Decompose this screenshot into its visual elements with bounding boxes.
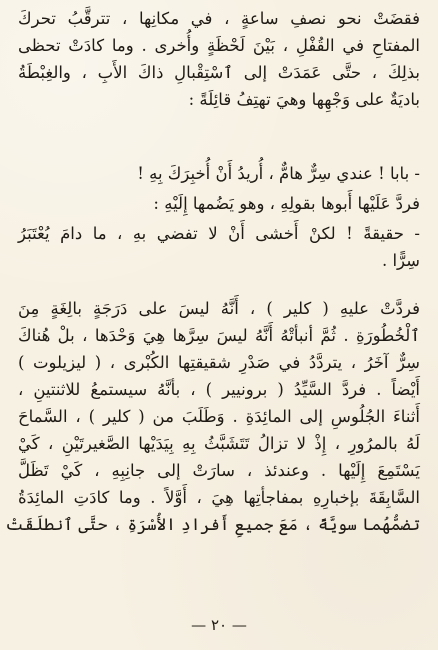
second-dialogue xyxy=(18,220,420,274)
dialogue-line: - بابا ! عندي سِرٌّ هامٌّ ، أُريدُ أَنْ أُخبِرَكَ بِهِ ! xyxy=(137,164,420,183)
paragraph-line: بذلِكَ ، حتَّى عَمَدَتْ إلى ٱسْتِقْبالِ ذاكَ الأَبِ ، والغِبْطَةُ xyxy=(18,63,420,82)
reply-narration xyxy=(18,190,420,217)
paragraph-line: فقضَتْ نحو نصفِ ساعةٍ ، في مكانِها ، تترقَّبُ تحركَ xyxy=(18,9,420,28)
paragraph-line: فردَّتْ عليهِ ( كلير ) ، أَنَّهُ ليسَ على دَرَجَةٍ بالِغَةٍ مِنَ xyxy=(18,299,420,318)
paragraph-line: السَّابِقَةَ بإخبارِهِ بمفاجأتِها هِيَ ، أَوَّلاً . وما كادَتِ المائِدَةُ xyxy=(18,488,420,507)
paragraph-line: أَثناءَ الجُلُوسِ إلى المائِدَةِ . وَطَلَبَ من ( كلير ) ، السَّماحَ xyxy=(18,407,420,426)
paragraph-line: لَهُ بالمرُورِ ، إِذْ لا تزالُ تَتَشَبَّثُ بِهِ بِيَدَيْها الصَّغيرتَيْنِ ، كَيْ xyxy=(18,434,420,453)
narration-line: فردَّ عَلَيْها أَبوها بقولِهِ ، وهو يَضُمها إِلَيْهِ : xyxy=(153,194,420,213)
paragraph-line: باديَةٌ على وَجْهِها وهيَ تهتِفُ قائِلَةً : xyxy=(188,90,420,109)
opening-paragraph xyxy=(18,5,420,113)
first-dialogue xyxy=(18,160,420,187)
main-paragraph xyxy=(5,295,420,538)
paragraph-line: يَسْتَمِعَ إِلَيْها . وعندئذ ، سارَتْ إلى جانِبِهِ ، كَيْ تَظَلَّ xyxy=(18,461,420,480)
dialogue-line: سِرًّا . xyxy=(381,251,420,270)
paragraph-line: سِرٌّ آخَرُ ، يتردَّدُ في صَدْرِ شقيقتِها الكُبْرى ، ( ليزيلوت ) xyxy=(18,353,420,372)
paragraph-line: أَيْضاً . فردَّ السَّيِّدُ ( برونيير ) ، بأنَّهُ سيستمعُ للاثنتينِ ، xyxy=(18,380,420,399)
paragraph-line: تضمُّهُما سويَّةً ، مَعَ جميعِ أَفرادِ الأُسْرَةِ ، حتَّى ٱنطلَقَتْ xyxy=(5,515,420,534)
page-number: — ٢٠ — xyxy=(191,616,247,634)
paragraph-line: ٱلْخُطُورَةِ . ثُمَّ أنبأتْهُ أَنَّهُ ليسَ سِرَّها هِيَ وَحْدَها ، بلْ هُناكَ xyxy=(18,326,420,345)
paragraph-line: المفتاحِ في القُفْلِ ، بَيْنَ لَحْظَةٍ وأُخرى . وما كادَتْ تحظى xyxy=(18,36,420,55)
dialogue-line: - حقيقةً ! لكنْ أَخشى أَنْ لا تفضي بهِ ، ما دامَ يُعْتَبَرُ xyxy=(18,224,420,243)
